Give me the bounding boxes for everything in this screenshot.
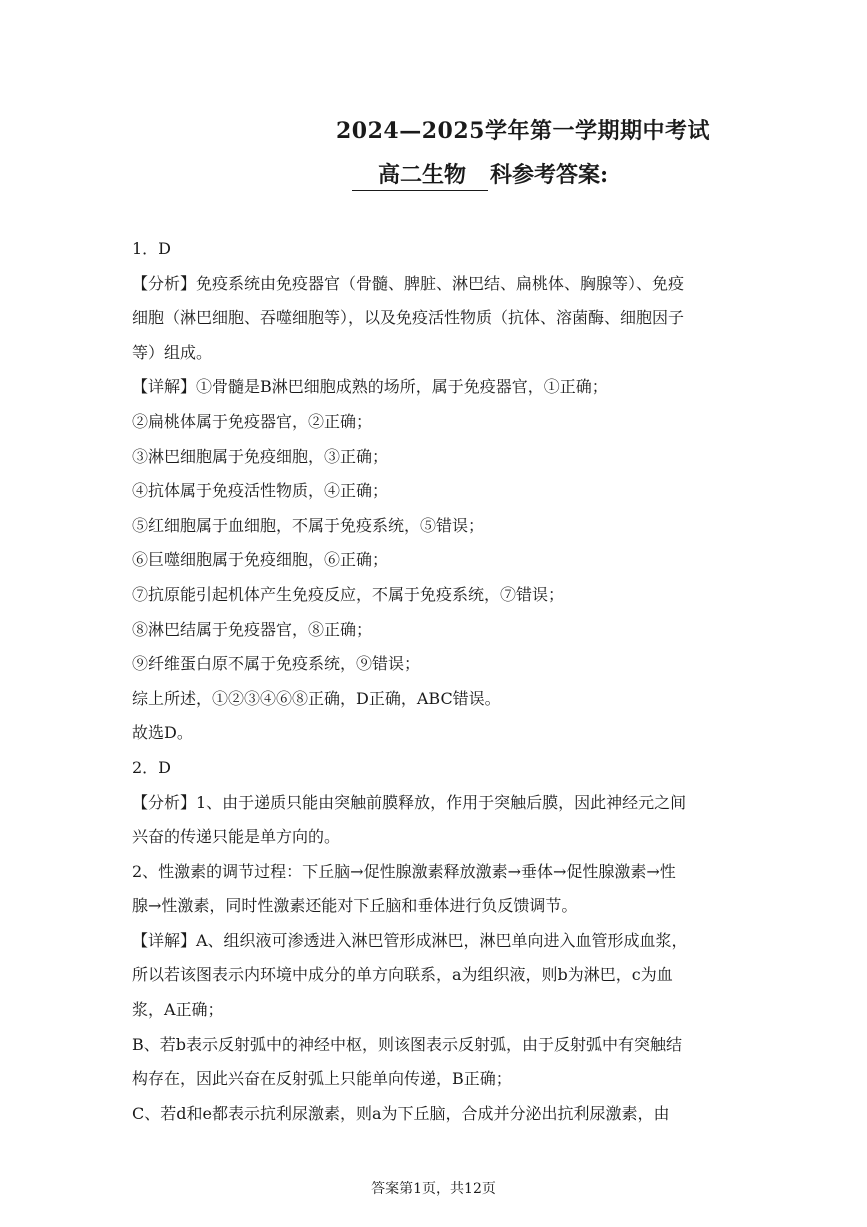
text-line: ⑥巨噬细胞属于免疫细胞，⑥正确； <box>132 550 389 570</box>
exam-subtitle <box>352 158 608 191</box>
text-line: 【详解】A、组织液可渗透进入淋巴管形成淋巴，淋巴单向进入血管形成血浆， <box>132 930 688 950</box>
text-line: 等）组成。 <box>132 342 213 362</box>
text-line: ⑧淋巴结属于免疫器官，⑧正确； <box>132 619 373 639</box>
text-line: 【分析】1、由于递质只能由突触前膜释放，作用于突触后膜，因此神经元之间 <box>132 792 687 812</box>
text-line: B、若b表示反射弧中的神经中枢，则该图表示反射弧，由于反射弧中有突触结 <box>132 1034 683 1054</box>
text-line: ⑤红细胞属于血细胞，不属于免疫系统，⑤错误； <box>132 515 485 535</box>
text-line: 腺→性激素，同时性激素还能对下丘脑和垂体进行负反馈调节。 <box>132 896 578 916</box>
subject-name: 高二生物 <box>352 158 488 191</box>
text-line: 细胞（淋巴细胞、吞噬细胞等），以及免疫活性物质（抗体、溶菌酶、细胞因子 <box>132 308 685 328</box>
text-line: 浆，A正确； <box>132 1000 224 1020</box>
text-line: 2、性激素的调节过程：下丘脑→促性腺激素释放激素→垂体→促性腺激素→性 <box>132 861 676 881</box>
text-line: ③淋巴细胞属于免疫细胞，③正确； <box>132 446 389 466</box>
text-line: 兴奋的传递只能是单方向的。 <box>132 827 341 847</box>
text-line: ②扁桃体属于免疫器官，②正确； <box>132 411 373 431</box>
text-line: 2．D <box>132 757 172 777</box>
answer-body <box>132 232 742 1131</box>
page-footer: 答案第1页，共12页 <box>371 1181 496 1197</box>
text-line: ⑦抗原能引起机体产生免疫反应，不属于免疫系统，⑦错误； <box>132 584 565 604</box>
text-line: C、若d和e都表示抗利尿激素，则a为下丘脑，合成并分泌出抗利尿激素，由 <box>132 1103 670 1123</box>
subtitle-suffix: 科参考答案: <box>490 162 609 188</box>
exam-title: 2024—2025学年第一学期期中考试 <box>336 118 710 144</box>
text-line: 构存在，因此兴奋在反射弧上只能单向传递，B正确； <box>132 1069 512 1089</box>
text-line: ⑨纤维蛋白原不属于免疫系统，⑨错误； <box>132 654 421 674</box>
text-line: 故选D。 <box>132 723 193 743</box>
text-line: 所以若该图表示内环境中成分的单方向联系，a为组织液，则b为淋巴，c为血 <box>132 965 673 985</box>
text-line: 【详解】①骨髓是B淋巴细胞成熟的场所，属于免疫器官，①正确； <box>132 377 608 397</box>
text-line: ④抗体属于免疫活性物质，④正确； <box>132 481 389 501</box>
text-line: 综上所述，①②③④⑥⑧正确，D正确，ABC错误。 <box>132 688 501 708</box>
text-line: 1．D <box>132 239 172 258</box>
text-line: 【分析】免疫系统由免疫器官（骨髓、脾脏、淋巴结、扁桃体、胸腺等）、免疫 <box>132 273 685 293</box>
